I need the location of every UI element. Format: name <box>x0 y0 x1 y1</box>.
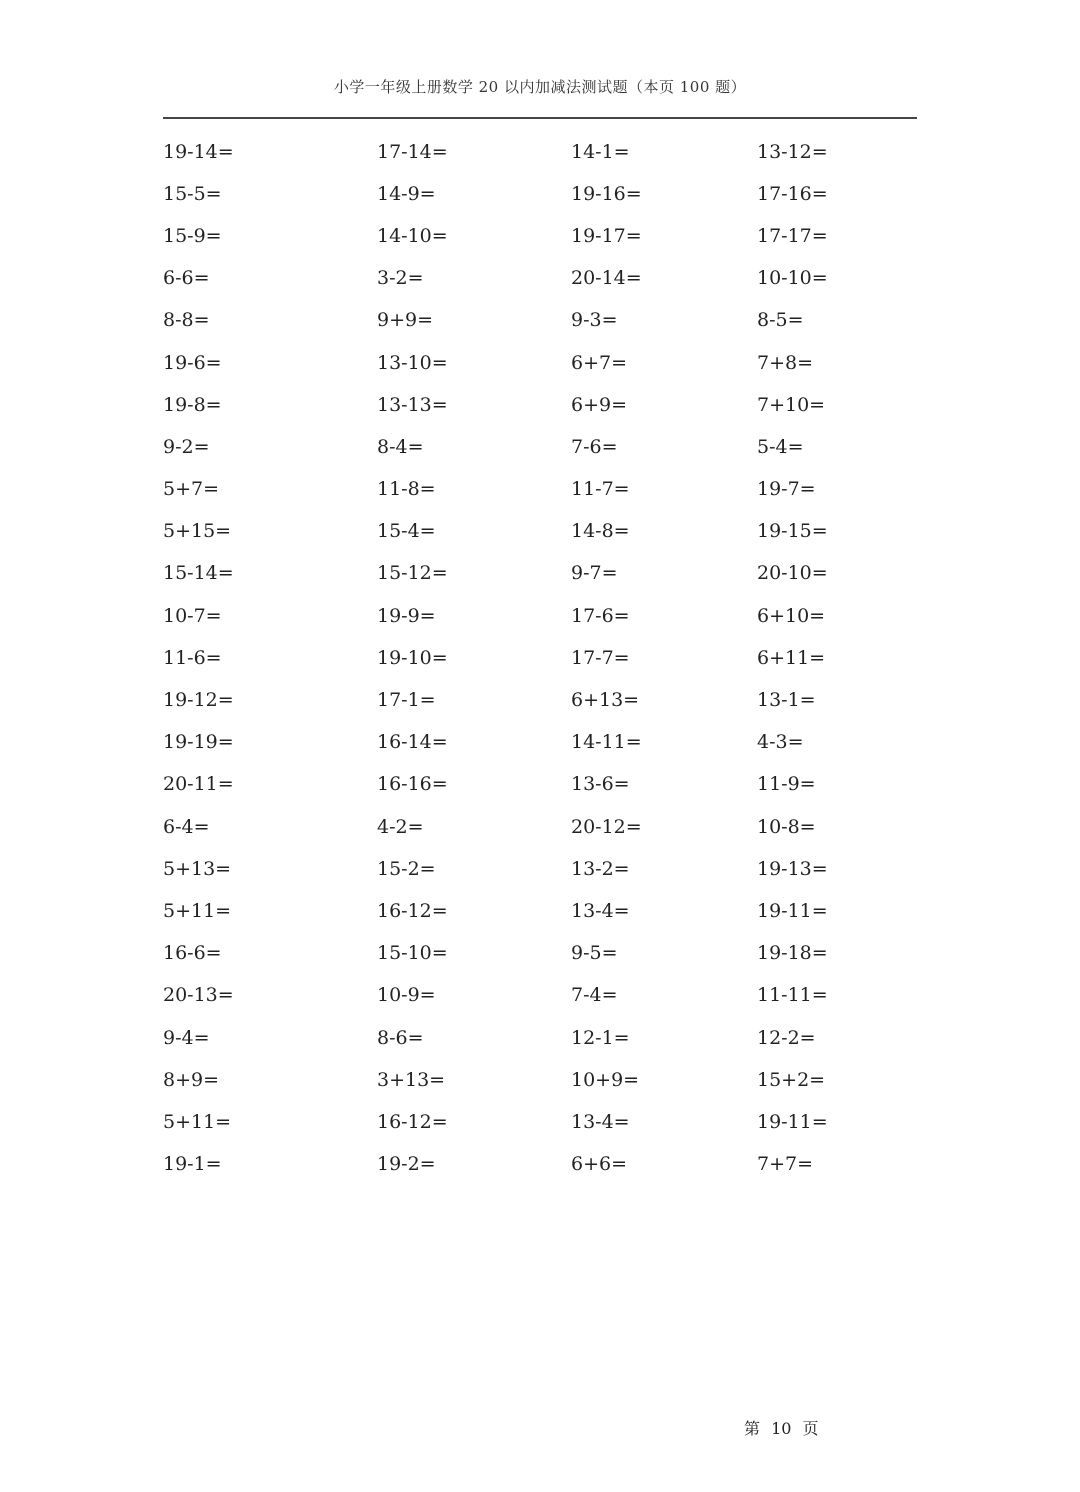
math-problem: 12-2= <box>757 1026 816 1049</box>
math-problem: 19-8= <box>163 393 222 416</box>
math-problem: 15-5= <box>163 182 222 205</box>
math-problem: 10-7= <box>163 604 222 627</box>
math-problem: 19-19= <box>163 731 234 754</box>
math-problem: 17-6= <box>571 604 630 627</box>
math-problem: 14-11= <box>571 731 642 754</box>
math-problem: 19-14= <box>163 140 234 163</box>
math-problem: 16-16= <box>377 773 448 796</box>
math-problem: 7+8= <box>757 351 814 374</box>
math-problem: 17-14= <box>377 140 448 163</box>
page-number: 第 10 页 <box>744 1419 819 1438</box>
math-problem: 19-11= <box>757 899 828 922</box>
math-problem: 20-13= <box>163 984 234 1007</box>
math-problem: 9-7= <box>571 562 618 585</box>
math-problem: 9-5= <box>571 942 618 965</box>
math-problem: 6+6= <box>571 1153 628 1176</box>
page-title: 小学一年级上册数学 20 以内加减法测试题（本页 100 题） <box>333 78 747 96</box>
math-problem: 9-2= <box>163 435 210 458</box>
math-problem: 13-4= <box>571 899 630 922</box>
math-problem: 7+7= <box>757 1153 814 1176</box>
math-problem: 5+11= <box>163 1110 232 1133</box>
math-problem: 13-1= <box>757 689 816 712</box>
math-problem: 20-14= <box>571 267 642 290</box>
math-problem: 8-8= <box>163 309 210 332</box>
math-problem: 7-6= <box>571 435 618 458</box>
math-problem: 6+11= <box>757 646 826 669</box>
math-problem: 6-6= <box>163 267 210 290</box>
math-problem: 6+10= <box>757 604 826 627</box>
math-problem: 11-7= <box>571 478 630 501</box>
math-problem: 17-1= <box>377 689 436 712</box>
math-problem: 19-13= <box>757 857 828 880</box>
math-problem: 17-17= <box>757 224 828 247</box>
math-problem: 13-12= <box>757 140 828 163</box>
math-problem: 10-10= <box>757 267 828 290</box>
math-problem: 19-9= <box>377 604 436 627</box>
math-problem: 20-12= <box>571 815 642 838</box>
math-problem: 11-11= <box>757 984 828 1007</box>
math-problem: 6+13= <box>571 689 640 712</box>
math-problem: 14-9= <box>377 182 436 205</box>
math-problem: 3+13= <box>377 1068 446 1091</box>
math-problem: 11-8= <box>377 478 436 501</box>
math-problem: 11-6= <box>163 646 222 669</box>
math-problem: 13-6= <box>571 773 630 796</box>
math-problem: 19-6= <box>163 351 222 374</box>
math-problem: 15-4= <box>377 520 436 543</box>
math-problem: 7+10= <box>757 393 826 416</box>
math-problem: 20-11= <box>163 773 234 796</box>
math-problem: 6+9= <box>571 393 628 416</box>
math-problem: 8-4= <box>377 435 424 458</box>
math-problem: 6+7= <box>571 351 628 374</box>
math-problem: 5+11= <box>163 899 232 922</box>
math-problem: 7-4= <box>571 984 618 1007</box>
math-problem: 16-6= <box>163 942 222 965</box>
math-problem: 11-9= <box>757 773 816 796</box>
math-problem: 13-10= <box>377 351 448 374</box>
math-problem: 16-14= <box>377 731 448 754</box>
header-divider <box>163 117 917 119</box>
math-problem: 16-12= <box>377 899 448 922</box>
math-problem: 17-7= <box>571 646 630 669</box>
math-problem: 20-10= <box>757 562 828 585</box>
math-problem: 10-8= <box>757 815 816 838</box>
math-problem: 15+2= <box>757 1068 826 1091</box>
math-problem: 4-2= <box>377 815 424 838</box>
math-problem: 16-12= <box>377 1110 448 1133</box>
math-problem: 15-2= <box>377 857 436 880</box>
math-problem: 14-10= <box>377 224 448 247</box>
math-problem: 13-13= <box>377 393 448 416</box>
math-problem: 15-9= <box>163 224 222 247</box>
math-problem: 19-12= <box>163 689 234 712</box>
math-problem: 9-4= <box>163 1026 210 1049</box>
math-problem: 9+9= <box>377 309 434 332</box>
math-problem: 15-12= <box>377 562 448 585</box>
math-problem: 5+13= <box>163 857 232 880</box>
math-problem: 19-2= <box>377 1153 436 1176</box>
math-problem: 19-16= <box>571 182 642 205</box>
math-problem: 13-4= <box>571 1110 630 1133</box>
math-problem: 8-6= <box>377 1026 424 1049</box>
math-problem: 5-4= <box>757 435 804 458</box>
math-problem: 19-1= <box>163 1153 222 1176</box>
math-problem: 19-11= <box>757 1110 828 1133</box>
math-problem: 14-8= <box>571 520 630 543</box>
math-problem: 5+7= <box>163 478 220 501</box>
math-problem: 3-2= <box>377 267 424 290</box>
math-problem: 19-10= <box>377 646 448 669</box>
math-problem: 12-1= <box>571 1026 630 1049</box>
math-problem: 15-14= <box>163 562 234 585</box>
math-problem: 19-15= <box>757 520 828 543</box>
math-problem: 19-17= <box>571 224 642 247</box>
math-problem: 10+9= <box>571 1068 640 1091</box>
math-problem: 19-7= <box>757 478 816 501</box>
math-problem: 8-5= <box>757 309 804 332</box>
math-problem: 10-9= <box>377 984 436 1007</box>
math-problem: 9-3= <box>571 309 618 332</box>
problem-grid <box>163 131 917 1186</box>
math-problem: 4-3= <box>757 731 804 754</box>
math-problem: 6-4= <box>163 815 210 838</box>
math-problem: 8+9= <box>163 1068 220 1091</box>
math-problem: 5+15= <box>163 520 232 543</box>
math-problem: 14-1= <box>571 140 630 163</box>
math-problem: 15-10= <box>377 942 448 965</box>
math-problem: 19-18= <box>757 942 828 965</box>
math-problem: 13-2= <box>571 857 630 880</box>
math-problem: 17-16= <box>757 182 828 205</box>
